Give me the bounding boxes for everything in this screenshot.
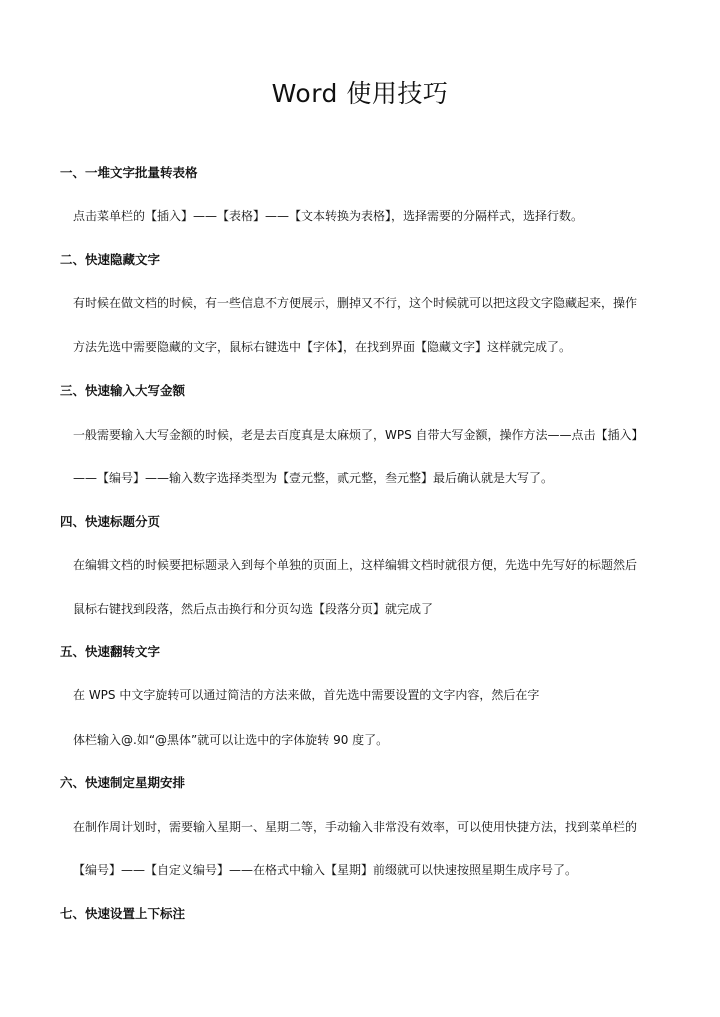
paragraph-line: 一般需要输入大写金额的时候，老是去百度真是太麻烦了，WPS 自带大写金额，操作方法——点击【插入】 [73, 428, 644, 442]
section-heading: 五、快速翻转文字 [60, 644, 161, 659]
paragraph-line: 在制作周计划时，需要输入星期一、星期二等，手动输入非常没有效率，可以使用快捷方法，找到菜单栏的 [73, 820, 638, 834]
paragraph-line: 鼠标右键找到段落，然后点击换行和分页勾选【段落分页】就完成了 [73, 602, 434, 616]
section-heading: 六、快速制定星期安排 [60, 775, 186, 790]
section-heading: 三、快速输入大写金额 [60, 383, 186, 398]
page-title: Word 使用技巧 [271, 79, 449, 108]
paragraph-line: 有时候在做文档的时候，有一些信息不方便展示，删掉又不行，这个时候就可以把这段文字隐藏起来，操作 [73, 296, 638, 310]
paragraph-line: 方法先选中需要隐藏的文字，鼠标右键选中【字体】，在找到界面【隐藏文字】这样就完成了。 [73, 340, 572, 354]
section-heading: 七、快速设置上下标注 [60, 906, 186, 921]
paragraph-line: 点击菜单栏的【插入】——【表格】——【文本转换为表格】，选择需要的分隔样式，选择行数。 [73, 209, 584, 223]
section-heading: 二、快速隐藏文字 [60, 252, 161, 267]
paragraph-line: ——【编号】——输入数字选择类型为【壹元整，贰元整，叁元整】最后确认就是大写了。 [73, 471, 554, 485]
paragraph-line: 体栏输入@.如“@黑体”就可以让选中的字体旋转 90 度了。 [73, 733, 389, 747]
paragraph-line: 在 WPS 中文字旋转可以通过简洁的方法来做，首先选中需要设置的文字内容，然后在字 [73, 688, 540, 702]
paragraph-line: 【编号】——【自定义编号】——在格式中输入【星期】前缀就可以快速按照星期生成序号了。 [73, 863, 578, 877]
section-heading: 一、一堆文字批量转表格 [60, 165, 198, 180]
paragraph-line: 在编辑文档的时候要把标题录入到每个单独的页面上，这样编辑文档时就很方便，先选中先写好的标题然后 [73, 558, 638, 572]
section-heading: 四、快速标题分页 [60, 514, 161, 529]
